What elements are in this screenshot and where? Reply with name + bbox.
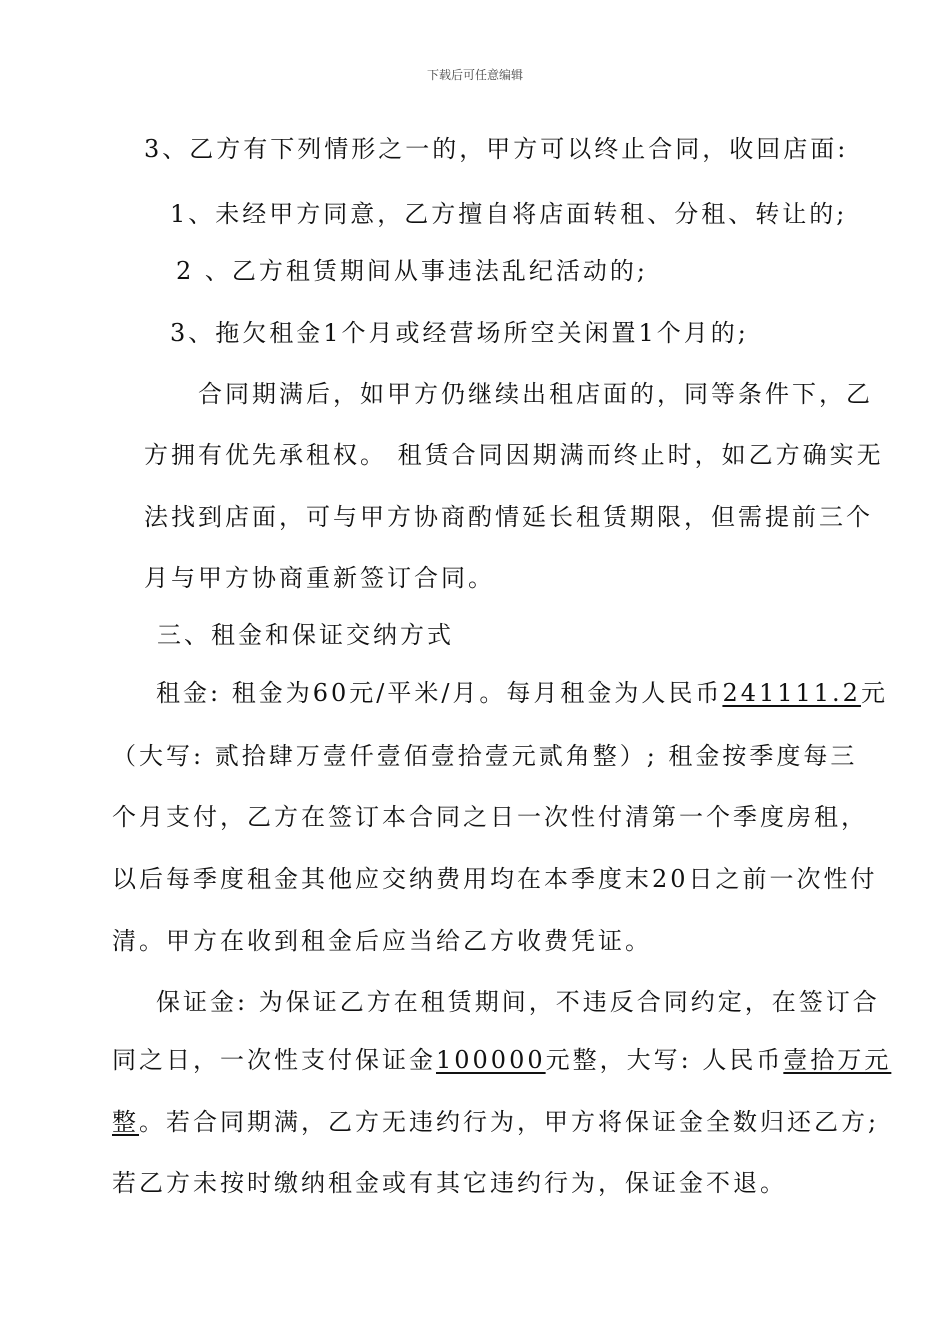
rent-unit: 元: [860, 679, 888, 707]
doc-line: 若乙方未按时缴纳租金或有其它违约行为，保证金不退。: [112, 1169, 787, 1197]
doc-line: 以后每季度租金其他应交纳费用均在本季度末20日之前一次性付: [112, 865, 878, 893]
doc-line: 2 、乙方租赁期间从事违法乱纪活动的;: [176, 257, 648, 285]
deposit-line-2: [112, 1105, 879, 1139]
doc-line: 月与甲方协商重新签订合同。: [144, 564, 495, 592]
deposit-text: 同之日，一次性支付保证金: [112, 1046, 436, 1074]
rent-text: 租金: 租金为60元/平米/月。每月租金为人民币: [156, 679, 723, 707]
doc-line: （大写: 贰拾肆万壹仟壹佰壹拾壹元贰角整）; 租金按季度每三: [112, 742, 858, 770]
rent-amount: 241111.2: [722, 679, 861, 707]
doc-line: 合同期满后，如甲方仍继续出租店面的，同等条件下，乙: [198, 380, 873, 408]
page-header: 下载后可任意编辑: [426, 68, 523, 82]
doc-line: 个月支付，乙方在签订本合同之日一次性付清第一个季度房租，: [112, 803, 868, 831]
doc-line: 方拥有优先承租权。 租赁合同因期满而终止时，如乙方确实无: [144, 441, 884, 469]
doc-line: 3、乙方有下列情形之一的，甲方可以终止合同，收回店面:: [144, 135, 849, 163]
deposit-text-2: 。若合同期满，乙方无违约行为，甲方将保证金全数归还乙方;: [139, 1108, 880, 1136]
doc-line: 1、未经甲方同意，乙方擅自将店面转租、分租、转让的;: [170, 200, 848, 228]
doc-line: 保证金: 为保证乙方在租赁期间，不违反合同约定，在签订合: [156, 988, 880, 1016]
deposit-line: [112, 1043, 891, 1077]
doc-line: 法找到店面，可与甲方协商酌情延长租赁期限，但需提前三个: [144, 503, 873, 531]
deposit-amount: 100000: [436, 1046, 546, 1074]
doc-line: 3、拖欠租金1个月或经营场所空关闲置1个月的;: [170, 319, 749, 347]
deposit-text-mid: 元整，大写: 人民币: [545, 1046, 784, 1074]
deposit-amount-words: 壹拾万元: [783, 1046, 892, 1074]
rent-line: [156, 676, 888, 710]
section-heading: 三、租金和保证交纳方式: [157, 621, 454, 649]
deposit-amount-words-end: 整: [112, 1108, 139, 1136]
doc-line: 清。甲方在收到租金后应当给乙方收费凭证。: [112, 927, 652, 955]
